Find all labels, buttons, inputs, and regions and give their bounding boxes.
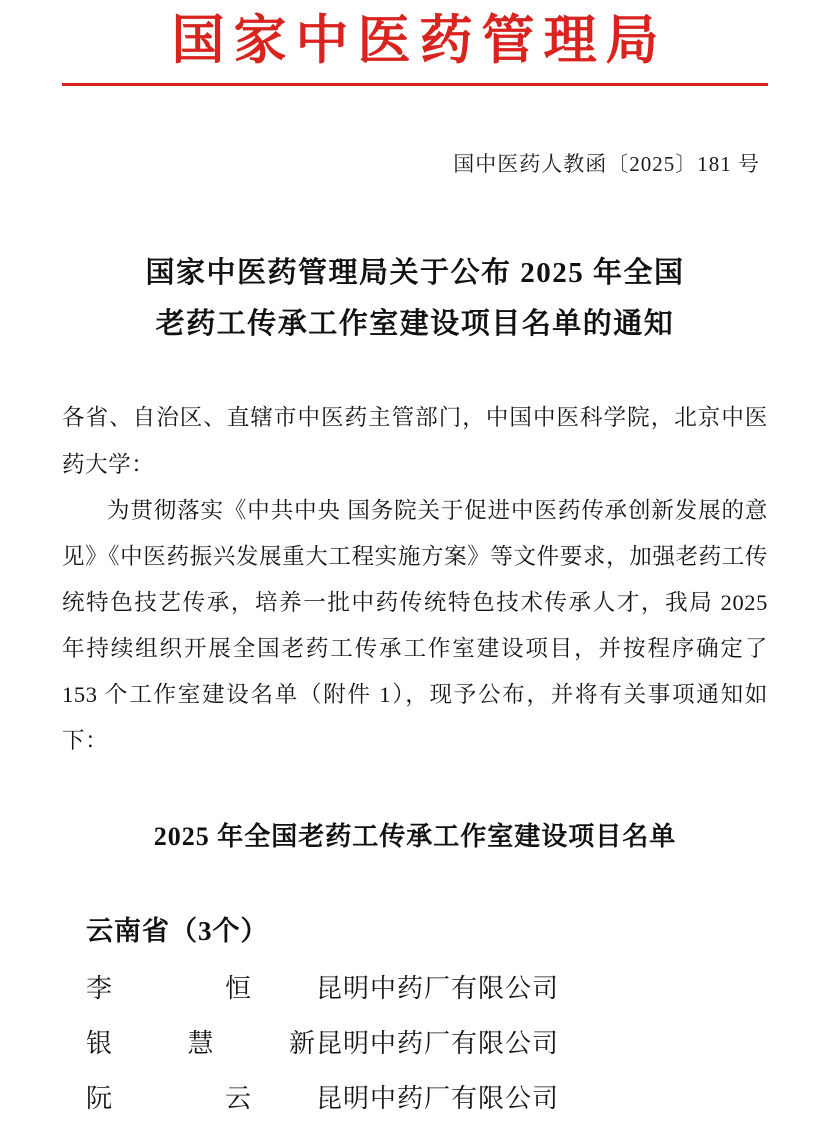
name-char: 银 <box>86 1029 114 1059</box>
page-title-line-2: 老药工传承工作室建设项目名单的通知 <box>155 307 675 340</box>
document-number: 国中医药人教函〔2025〕181 号 <box>453 151 760 176</box>
name-char: 慧 <box>187 1029 215 1059</box>
recipient-paragraph: 各省、自治区、直辖市中医药主管部门，中国中医科学院，北京中医药大学： <box>62 405 768 477</box>
entry-person-name <box>86 1017 316 1072</box>
document-number-row <box>62 148 768 178</box>
page-title <box>62 248 768 350</box>
body-text <box>62 395 768 764</box>
name-char: 云 <box>224 1083 252 1113</box>
issuing-authority-title: 国家中医药管理局 <box>171 9 668 71</box>
entry-person-name <box>86 1072 316 1127</box>
masthead <box>62 0 768 86</box>
name-char: 新 <box>288 1029 316 1059</box>
list-title: 2025 年全国老药工传承工作室建设项目名单 <box>153 822 677 852</box>
entry-organization: 昆明中药厂有限公司 <box>316 1029 560 1059</box>
name-char: 李 <box>86 974 114 1004</box>
entry-list <box>62 962 768 1126</box>
entry-organization: 昆明中药厂有限公司 <box>316 1083 560 1113</box>
province-heading: 云南省（3个） <box>86 916 269 947</box>
entry-organization: 昆明中药厂有限公司 <box>316 974 560 1004</box>
masthead-divider <box>62 83 768 86</box>
list-item <box>86 1017 768 1072</box>
name-char: 阮 <box>86 1083 114 1113</box>
name-char: 恒 <box>224 974 252 1004</box>
list-item <box>86 962 768 1017</box>
page-title-line-1: 国家中医药管理局关于公布 2025 年全国 <box>145 256 685 289</box>
main-paragraph: 为贯彻落实《中共中央 国务院关于促进中医药传承创新发展的意见》《中医药振兴发展重大工程实施方案》等文件要求，加强老药工传统特色技艺传承，培养一批中药传统特色技术传承人才，我局 2025 年持续组织开展全国老药工传承工作室建设项目，并按程序确定了 153 个工作室建设名单（附件 1），现予公布，并将有关事项通知如下： <box>62 497 768 754</box>
list-item <box>86 1072 768 1127</box>
entry-person-name <box>86 962 316 1017</box>
